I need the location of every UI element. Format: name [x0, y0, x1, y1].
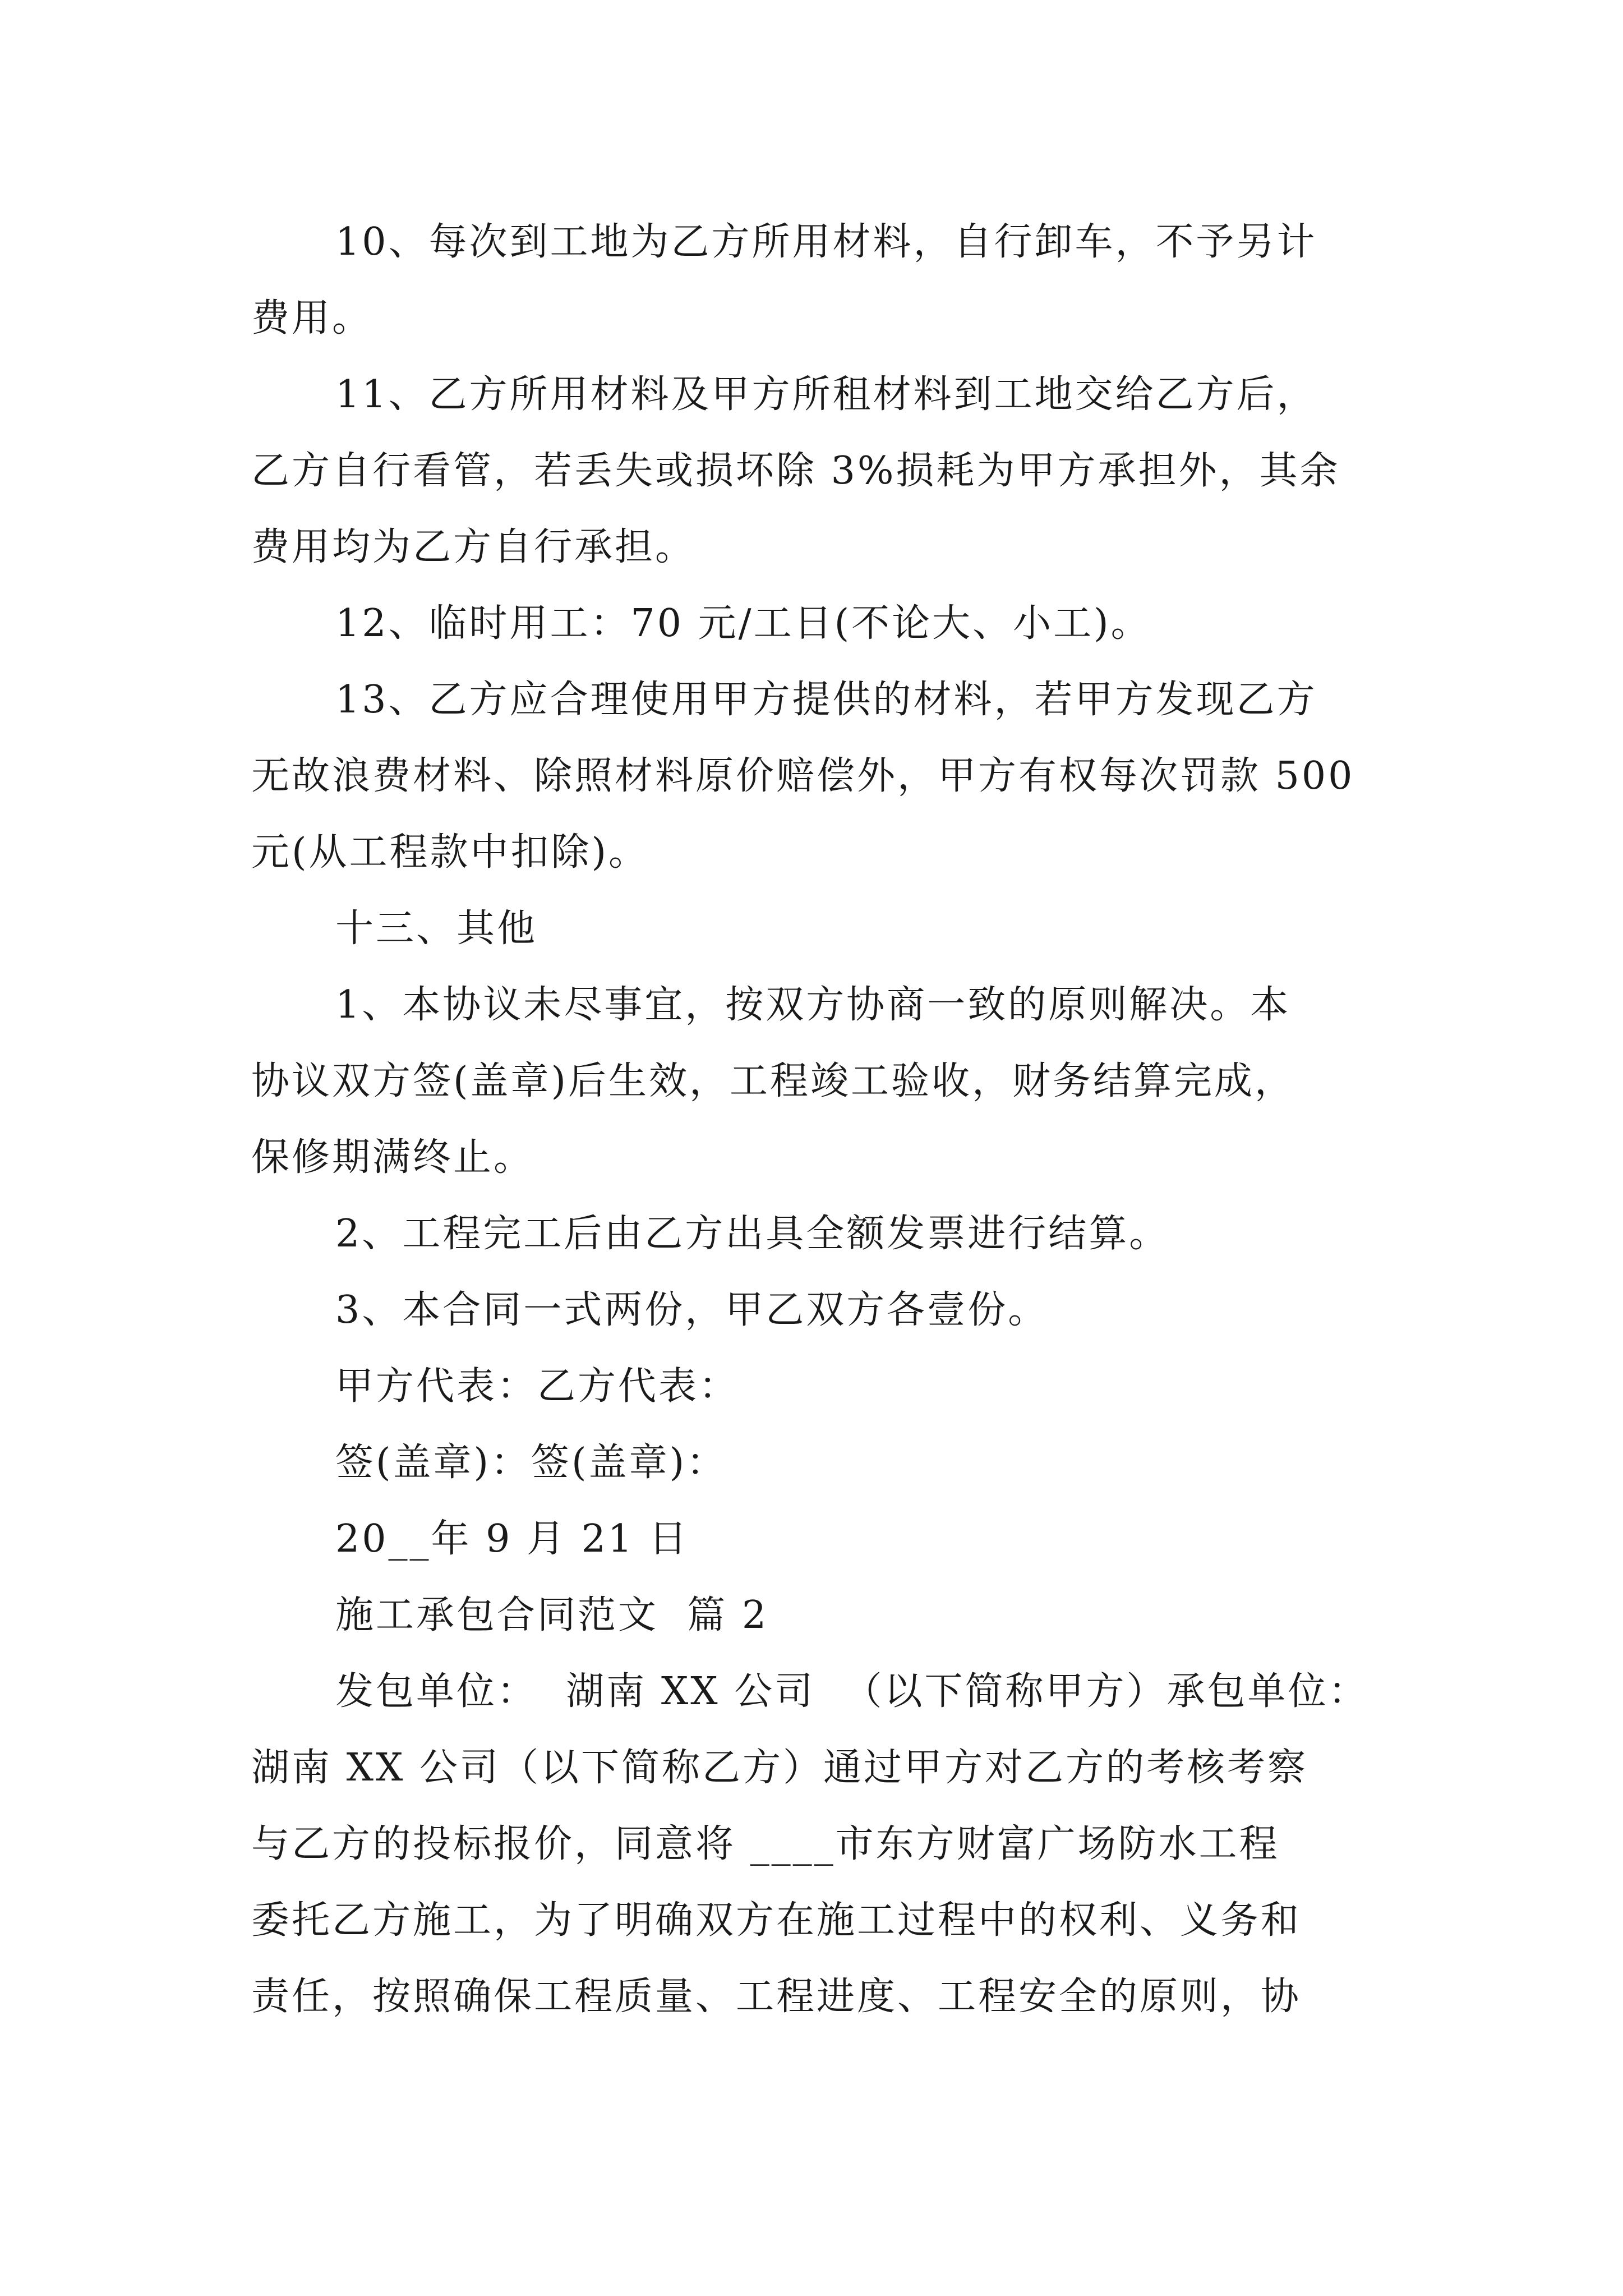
section-title: 施工承包合同范文 篇 2 — [335, 1593, 769, 1637]
paragraph-line: 保修期满终止。 — [251, 1135, 534, 1180]
paragraph-line: 费用均为乙方自行承担。 — [251, 525, 696, 569]
paragraph-line: 3、本合同一式两份，甲乙双方各壹份。 — [335, 1288, 1049, 1332]
paragraph-line: 13、乙方应合理使用甲方提供的材料，若甲方发现乙方 — [335, 678, 1317, 722]
paragraph-line: 发包单位： 湖南 XX 公司 （以下简称甲方）承包单位： — [335, 1669, 1369, 1714]
paragraph-line: 湖南 XX 公司（以下简称乙方）通过甲方对乙方的考核考察 — [251, 1746, 1308, 1790]
paragraph-line: 1、本协议未尽事宜，按双方协商一致的原则解决。本 — [335, 983, 1291, 1027]
section-heading: 十三、其他 — [335, 907, 538, 951]
signature-representatives: 甲方代表：乙方代表： — [335, 1364, 740, 1409]
paragraph-line: 10、每次到工地为乙方所用材料，自行卸车，不予另计 — [335, 220, 1317, 264]
paragraph-line: 责任，按照确保工程质量、工程进度、工程安全的原则，协 — [251, 1975, 1302, 2019]
paragraph-line: 委托乙方施工，为了明确双方在施工过程中的权利、义务和 — [251, 1898, 1302, 1943]
paragraph-line: 2、工程完工后由乙方出具全额发票进行结算。 — [335, 1212, 1170, 1256]
paragraph-line: 元(从工程款中扣除)。 — [251, 830, 649, 875]
paragraph-line: 12、临时用工：70 元/工日(不论大、小工)。 — [335, 601, 1151, 646]
paragraph-line: 与乙方的投标报价，同意将 ____市东方财富广场防水工程 — [251, 1822, 1280, 1866]
paragraph-line: 11、乙方所用材料及甲方所租材料到工地交给乙方后， — [335, 372, 1317, 417]
paragraph-line: 无故浪费材料、除照材料原价赔偿外，甲方有权每次罚款 500 — [251, 754, 1355, 798]
paragraph-line: 乙方自行看管，若丢失或损坏除 3%损耗为甲方承担外，其余 — [251, 449, 1340, 493]
signature-date: 20__年 9 月 21 日 — [335, 1517, 689, 1561]
paragraph-line: 协议双方签(盖章)后生效，工程竣工验收，财务结算完成， — [251, 1059, 1295, 1103]
signature-seals: 签(盖章)：签(盖章)： — [335, 1441, 727, 1485]
paragraph-line: 费用。 — [251, 296, 373, 341]
